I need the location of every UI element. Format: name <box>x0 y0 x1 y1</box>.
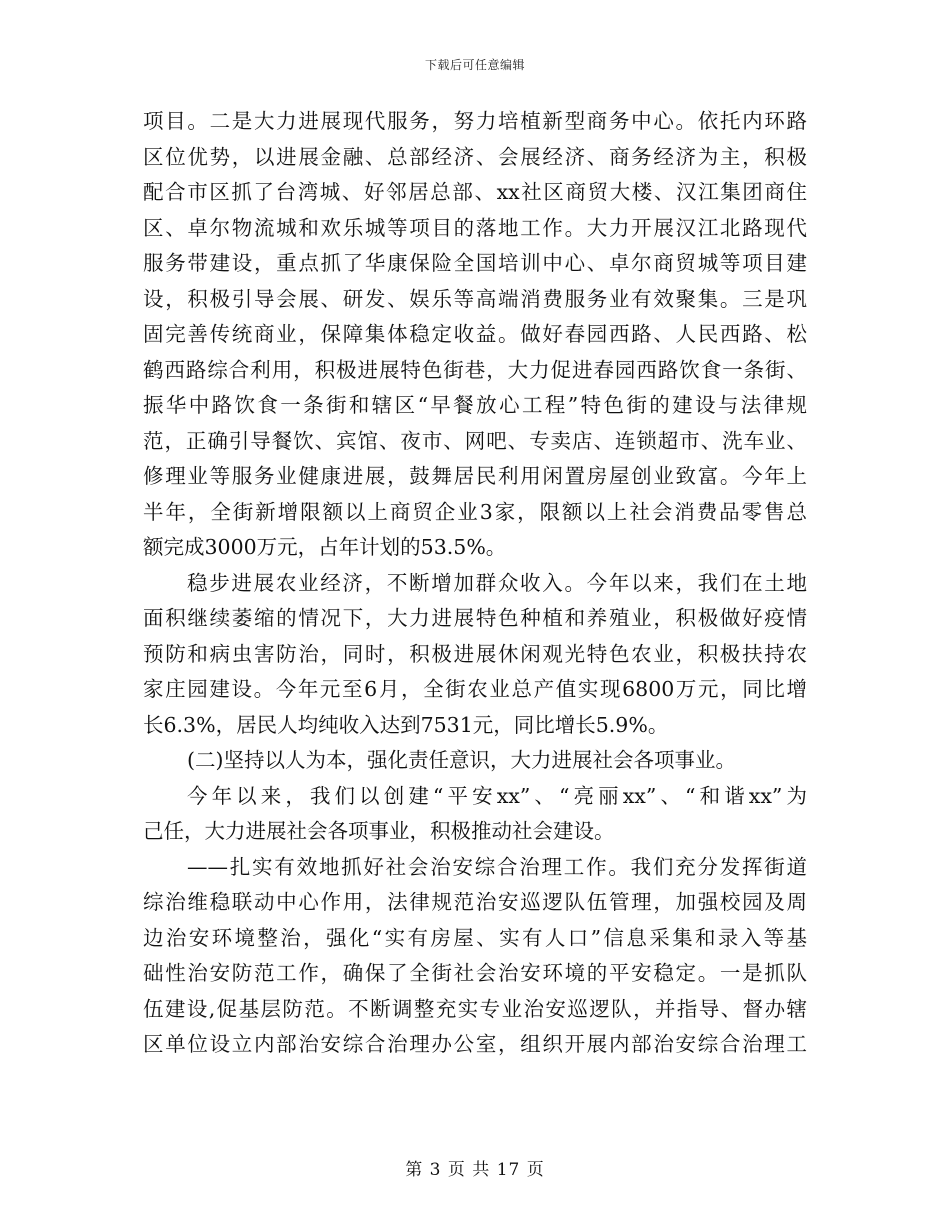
text-line: 固完善传统商业，保障集体稳定收益。做好春园西路、人民西路、松 <box>143 322 807 346</box>
text-line: 设，积极引导会展、研发、娱乐等高端消费服务业有效聚集。三是巩 <box>143 286 807 311</box>
text-line: 振华中路饮食一条街和辖区“早餐放心工程”特色街的建设与法律规 <box>143 393 807 417</box>
text-line: (二)坚持以人为本，强化责任意识，大力进展社会各项事业。 <box>187 748 736 772</box>
text-line: 区、卓尔物流城和欢乐城等项目的落地工作。大力开展汉江北路现代 <box>143 215 807 240</box>
text-line: 修理业等服务业健康进展，鼓舞居民利用闲置房屋创业致富。今年上 <box>143 464 807 488</box>
text-line: 项目。二是大力进展现代服务，努力培植新型商务中心。依托内环路 <box>143 109 807 133</box>
text-line: 己任，大力进展社会各项事业，积极推动社会建设。 <box>143 819 615 843</box>
text-line: 半年，全街新增限额以上商贸企业3家，限额以上社会消费品零售总 <box>143 499 807 524</box>
text-line: 面积继续萎缩的情况下，大力进展特色种植和养殖业，积极做好疫情 <box>143 606 807 630</box>
text-line: 家庄园建设。今年元至6月，全街农业总产值实现6800万元，同比增 <box>143 677 807 701</box>
document-body <box>143 104 807 1063</box>
text-line: 配合市区抓了台湾城、好邻居总部、xx社区商贸大楼、汉江集团商住 <box>143 180 807 204</box>
text-line: 础性治安防范工作，确保了全街社会治安环境的平安稳定。一是抓队 <box>143 961 807 985</box>
text-line: 区单位设立内部治安综合治理办公室，组织开展内部治安综合治理工 <box>143 1032 807 1056</box>
text-line: 今年以来，我们以创建“平安xx”、“亮丽xx”、“和谐xx”为 <box>187 783 807 808</box>
text-line: 范，正确引导餐饮、宾馆、夜市、网吧、专卖店、连锁超市、洗车业、 <box>143 428 807 453</box>
text-line: 边治安环境整治，强化“实有房屋、实有人口”信息采集和录入等基 <box>143 925 807 950</box>
text-line: 长6.3%，居民人均纯收入达到7531元，同比增长5.9%。 <box>143 712 669 737</box>
text-line: 鹤西路综合利用，积极进展特色街巷，大力促进春园西路饮食一条街、 <box>143 357 807 382</box>
text-line: 服务带建设，重点抓了华康保险全国培训中心、卓尔商贸城等项目建 <box>143 251 807 275</box>
page-footer: 第 3 页 共 17 页 <box>405 1160 545 1180</box>
text-line: 额完成3000万元，占年计划的53.5%。 <box>143 535 507 559</box>
text-line: 区位优势，以进展金融、总部经济、会展经济、商务经济为主，积极 <box>143 144 807 169</box>
page-header: 下载后可任意编辑 <box>424 58 525 72</box>
text-line: 稳步进展农业经济，不断增加群众收入。今年以来，我们在土地 <box>187 570 807 595</box>
text-line: 伍建设,促基层防范。不断调整充实专业治安巡逻队，并指导、督办辖 <box>143 996 807 1021</box>
text-line: ——扎实有效地抓好社会治安综合治理工作。我们充分发挥街道 <box>187 854 807 879</box>
text-line: 综治维稳联动中心作用，法律规范治安巡逻队伍管理，加强校园及周 <box>143 890 807 914</box>
text-line: 预防和病虫害防治，同时，积极进展休闲观光特色农业，积极扶持农 <box>143 641 807 666</box>
